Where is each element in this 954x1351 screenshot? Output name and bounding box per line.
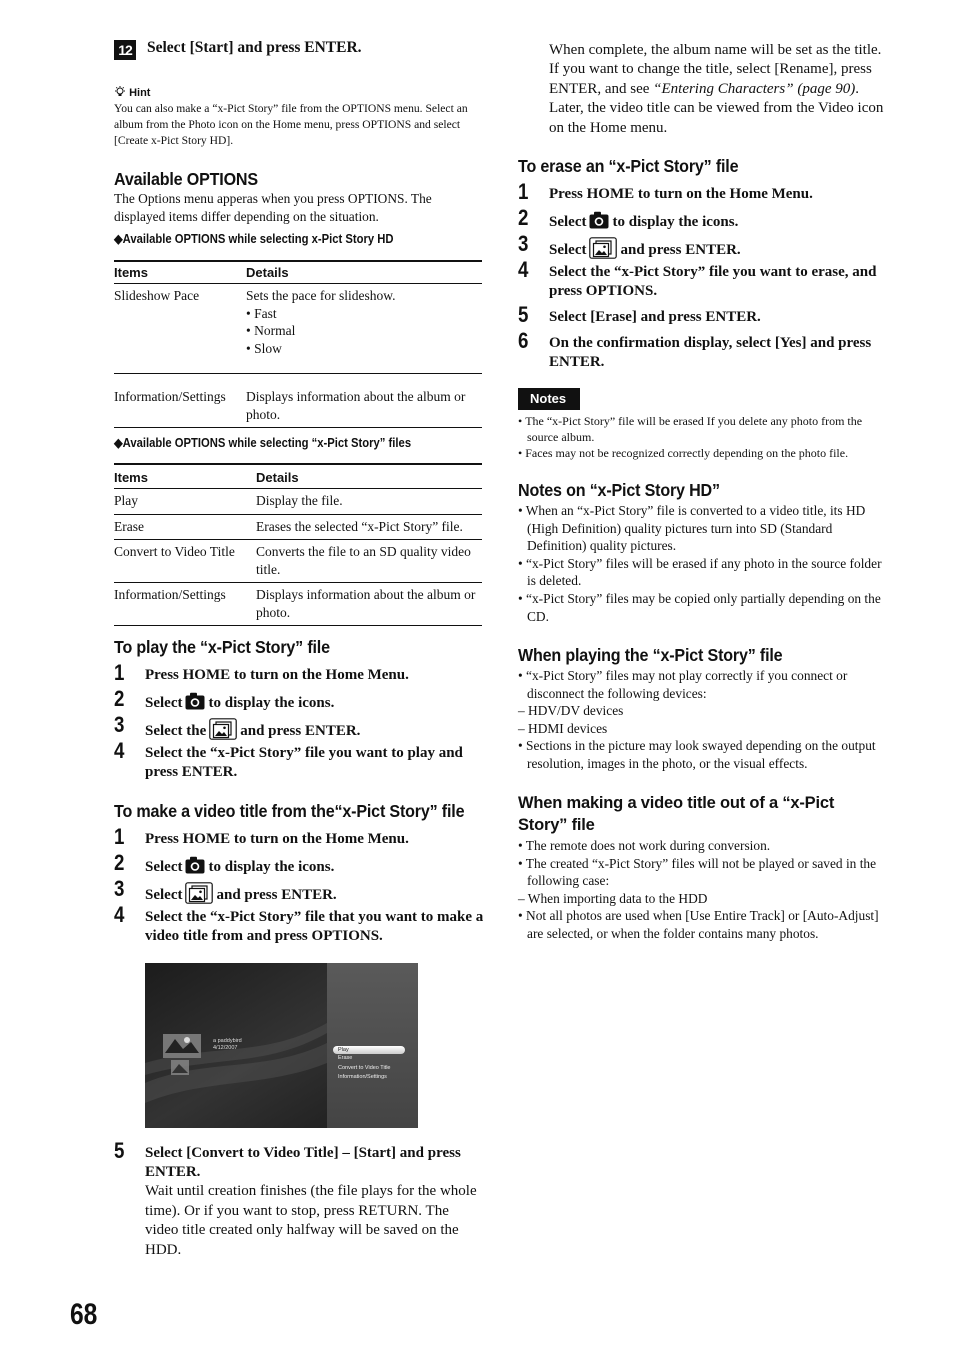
table2-header-items: Items xyxy=(114,464,256,489)
notes-label: Notes xyxy=(518,388,580,410)
options-menu-screenshot xyxy=(145,963,418,1128)
hint-text: You can also make a “x-Pict Story” file from the OPTIONS menu. Select an album from the Photo icon on the Home menu, press OPTIONS and select [Create x-Pict Story HD]. xyxy=(114,102,468,147)
when-playing-list xyxy=(518,667,890,773)
step-12-number-box: 12 xyxy=(114,40,136,60)
make-step-5-body: Wait until creation finishes (the file plays for the whole time). Or if you want to stop, press RETURN. The video title created only halfway will be saved on the HDD. xyxy=(145,1183,477,1258)
lightbulb-icon xyxy=(114,86,126,98)
erase-step-1: 1 Press HOME to turn on the Home Menu. xyxy=(518,179,813,204)
camera-icon xyxy=(589,211,609,229)
erase-step-3: 3 Select and press ENTER. xyxy=(518,231,741,258)
hint xyxy=(114,86,484,149)
list-item: • Sections in the picture may look swayed depending on the output resolution, images in the photo, or the visual effects. xyxy=(518,738,876,771)
list-item: • Not all photos are used when [Use Entire Track] or [Auto-Adjust] are selected, or when the folder contains many photos. xyxy=(518,908,879,941)
list-item: • The remote does not work during conversion. xyxy=(518,838,771,853)
note-item: • Faces may not be recognized correctly depending on the photo file. xyxy=(518,446,849,460)
erase-step-2: 2 Select to display the icons. xyxy=(518,205,739,230)
list-item: – When importing data to the HDD xyxy=(518,890,708,906)
table1-caption: ◆Available OPTIONS while selecting x-Pict Story HD xyxy=(114,232,394,246)
table-row: Convert to Video Title Converts the file to an SD quality video title. xyxy=(114,540,482,583)
erase-step-5: 5 Select [Erase] and press ENTER. xyxy=(518,302,761,327)
table2 xyxy=(114,463,482,626)
make-step-5-instruction: Select [Convert to Video Title] – [Start] and press ENTER. xyxy=(145,1145,461,1180)
erase-section-title: To erase an “x-Pict Story” file xyxy=(518,156,739,176)
screen-menu-item[interactable]: Erase xyxy=(338,1055,353,1061)
make-steps xyxy=(114,826,484,946)
play-section-title: To play the “x-Pict Story” file xyxy=(114,637,330,657)
play-step-3: 3 Select the and press ENTER. xyxy=(114,712,361,739)
table1-header-items: Items xyxy=(114,261,246,284)
make-step-3: 3 Select and press ENTER. xyxy=(114,876,337,903)
album-icon xyxy=(185,882,213,904)
erase-step-6: 6 On the confirmation display, select [Yes] and press ENTER. xyxy=(518,328,872,370)
table1-row1-details: Sets the pace for slideshow. • Fast • Normal • Slow xyxy=(246,284,482,374)
table1-row1-item: Slideshow Pace xyxy=(114,284,246,374)
when-making-list xyxy=(518,837,890,943)
screen-menu-item[interactable]: Information/Settings xyxy=(338,1074,387,1080)
page-number: 68 xyxy=(70,1298,98,1331)
available-options-intro: The Options menu apperas when you press OPTIONS. The displayed items differ depending on the situation. xyxy=(114,191,432,224)
table-row xyxy=(114,374,482,428)
list-item: • When an “x-Pict Story” file is converted to a video title, its HD (High Definition) quality pictures turn into SD (Standard Definition) quality pictures. xyxy=(518,503,866,554)
notes-list xyxy=(518,413,888,461)
table-row xyxy=(114,284,482,374)
when-playing-title: When playing the “x-Pict Story” file xyxy=(518,645,783,665)
table-row: Information/Settings Displays information about the album or photo. xyxy=(114,583,482,626)
when-making-title: When making a video title out of a “x-Pict Story” file xyxy=(518,794,835,834)
make-step-4: 4 Select the “x-Pict Story” file that you want to make a video title from and press OPTIONS. xyxy=(114,902,484,944)
list-item: • “x-Pict Story” files will be erased if any photo in the source folder is deleted. xyxy=(518,555,882,589)
table2-caption: ◆Available OPTIONS while selecting “x-Pict Story” files xyxy=(114,436,412,450)
camera-icon xyxy=(185,692,205,710)
make-section-title: To make a video title from the“x-Pict Story” file xyxy=(114,801,465,821)
table2-header-details: Details xyxy=(256,464,482,489)
table-row: Play Display the file. xyxy=(114,489,482,515)
screen-album-name: a paddybird xyxy=(213,1038,242,1044)
play-step-4: 4 Select the “x-Pict Story” file you want to play and press ENTER. xyxy=(114,738,463,780)
completion-text: When complete, the album name will be set as the title. If you want to change the title, select [Rename], press ENTER, and see “Entering Characters” (page 90). Later, the video title can be viewed from the Video icon on the Home menu. xyxy=(549,42,884,136)
play-step-1: 1 Press HOME to turn on the Home Menu. xyxy=(114,660,409,685)
album-icon xyxy=(209,718,237,740)
erase-step-4: 4 Select the “x-Pict Story” file you want to erase, and press OPTIONS. xyxy=(518,257,877,299)
notes-hd-title: Notes on “x-Pict Story HD” xyxy=(518,480,720,500)
screen-menu-item[interactable]: Play xyxy=(333,1046,405,1054)
list-item: – HDV/DV devices xyxy=(518,703,624,719)
camera-icon xyxy=(185,856,205,874)
play-step-2: 2 Select to display the icons. xyxy=(114,686,335,711)
album-icon xyxy=(589,237,617,259)
table1-row2-item: Information/Settings xyxy=(114,374,246,428)
screen-menu xyxy=(333,1046,405,1083)
available-options-title: Available OPTIONS xyxy=(114,169,258,189)
step-12-text: Select [Start] and press ENTER. xyxy=(147,39,362,56)
make-step-1: 1 Press HOME to turn on the Home Menu. xyxy=(114,824,409,849)
table1-row2-details: Displays information about the album or photo. xyxy=(246,374,482,428)
hint-label: Hint xyxy=(129,87,151,99)
note-item: • The “x-Pict Story” file will be erased If you delete any photo from the source album. xyxy=(518,414,863,444)
step-12 xyxy=(114,38,494,60)
screen-menu-item[interactable]: Convert to Video Title xyxy=(338,1064,391,1071)
entering-characters-reference[interactable]: “Entering Characters” (page 90) xyxy=(653,80,856,97)
list-item: • “x-Pict Story” files may be copied only partially depending on the CD. xyxy=(518,590,881,624)
erase-steps xyxy=(518,181,888,372)
screen-album-date: 4/12/2007 xyxy=(213,1045,238,1051)
make-step-2: 2 Select to display the icons. xyxy=(114,850,335,875)
play-steps xyxy=(114,662,484,782)
table-row: Erase Erases the selected “x-Pict Story” file. xyxy=(114,514,482,540)
notes-hd-list xyxy=(518,502,890,625)
list-item: • The created “x-Pict Story” files will not be played or saved in the following case: xyxy=(518,855,877,889)
table1 xyxy=(114,260,482,428)
list-item: – HDMI devices xyxy=(518,720,608,736)
table1-header-details: Details xyxy=(246,261,482,284)
list-item: • “x-Pict Story” files may not play correctly if you connect or disconnect the following devices: xyxy=(518,668,848,701)
